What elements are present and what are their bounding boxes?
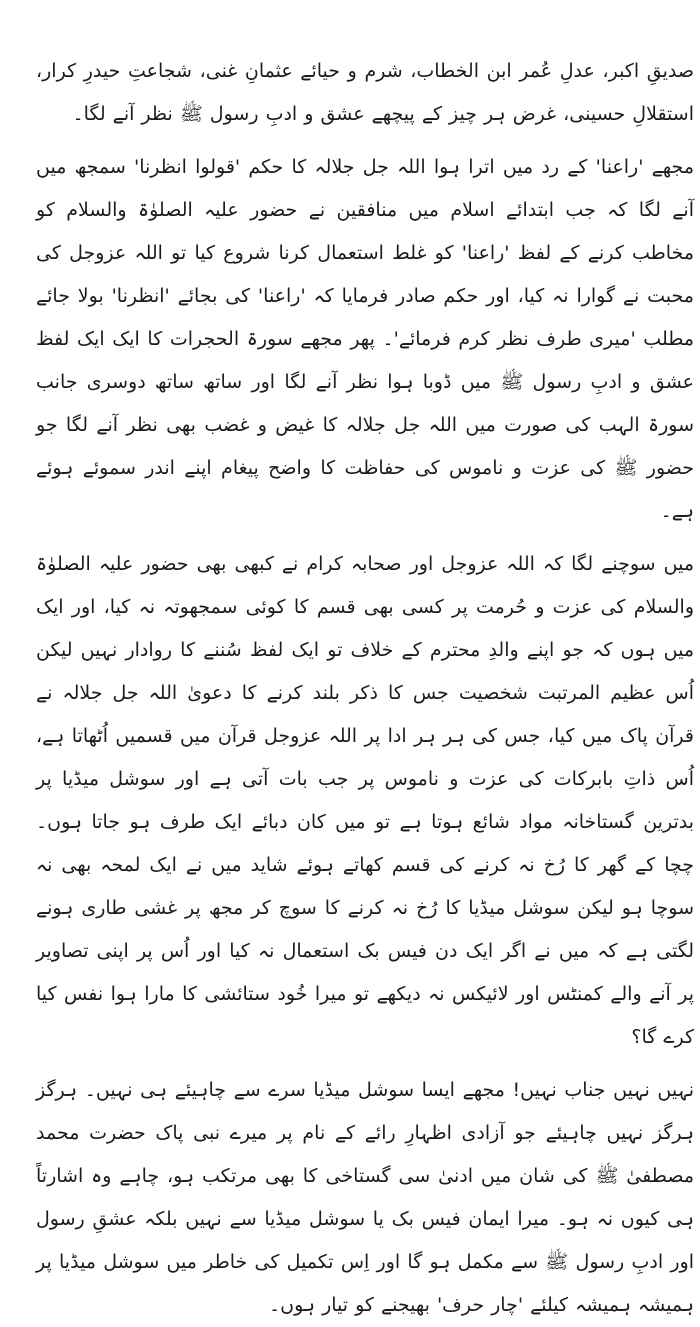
paragraph-2: مجھے 'راعنا' کے رد میں اترا ہوا اللہ جل جلالہ کا حکم 'قولوا انظرنا' سمجھ میں آنے لگا کہ جب ابتدائے اسلام میں منافقین نے حضور علیہ الصلوٰۃ والسلام کو مخاطب کرنے کے لفظ 'راعنا' کو غلط استعمال کرنا شروع کیا تو اللہ عزوجل کی محبت نے گوارا نہ کیا، اور حکم صادر فرمایا کہ 'راعنا' کی بجائے 'انظرنا' بولا جائے مطلب 'میری طرف نظر کرم فرمائے'۔ پھر مجھے سورۃ الحجرات کا ایک ایک لفظ عشق و ادبِ رسول ﷺ میں ڈوبا ہوا نظر آنے لگا اور ساتھ ساتھ دوسری جانب سورۃ الہب کی صورت میں اللہ جل جلالہ کا غیض و غضب بھی نظر آنے لگا جو حضور ﷺ کی عزت و ناموس کی حفاظت کا واضح پیغام اپنے اندر سموئے ہوئے ہے۔ <box>36 156 694 522</box>
paragraph-3: میں سوچنے لگا کہ اللہ عزوجل اور صحابہ کرام نے کبھی بھی حضور علیہ الصلوٰۃ والسلام کی عزت و حُرمت پر کسی بھی قسم کا کوئی سمجھوتہ نہ کیا، اور ایک میں ہوں کہ جو اپنے والدِ محترم کے خلاف تو ایک لفظ سُننے کا روادار نہیں لیکن اُس عظیم المرتبت شخصیت جس کا ذکر بلند کرنے کا دعویٰ اللہ جل جلالہ نے قرآن پاک میں کیا، جس کی ہر ہر ادا پر اللہ عزوجل قرآن میں قسمیں اُٹھاتا ہے، اُس ذاتِ بابرکات کی عزت و ناموس پر جب بات آتی ہے اور سوشل میڈیا پر بدترین گستاخانہ مواد شائع ہوتا ہے تو میں کان دبائے ایک طرف ہو جاتا ہوں۔ چچا کے گھر کا رُخ نہ کرنے کی قسم کھاتے ہوئے شاید میں نے ایک لمحہ بھی نہ سوچا ہو لیکن سوشل میڈیا کا رُخ نہ کرنے کا سوچ کر مجھ پر غشی طاری ہونے لگتی ہے کہ میں نے اگر ایک دن فیس بک استعمال نہ کیا اور اُس پر اپنی تصاویر پر آنے والے کمنٹس اور لائیکس نہ دیکھے تو میرا خُود ستائشی کا مارا ہوا نفس کیا کرے گا؟ <box>36 553 694 1048</box>
urdu-article-body <box>36 50 694 1327</box>
paragraph-4: نہیں نہیں جناب نہیں! مجھے ایسا سوشل میڈیا سرے سے چاہیئے ہی نہیں۔ ہرگز ہرگز نہیں چاہیئے جو آزادی اظہارِ رائے کے نام پر میرے نبی پاک حضرت محمد مصطفیٰ ﷺ کی شان میں ادنیٰ سی گستاخی کا بھی مرتکب ہو، چاہے وہ اشارتاً ہی کیوں نہ ہو۔ میرا ایمان فیس بک یا سوشل میڈیا سے نہیں بلکہ عشقِ رسول اور ادبِ رسول ﷺ سے مکمل ہو گا اور اِس تکمیل کی خاطر میں سوشل میڈیا پر ہمیشہ ہمیشہ کیلئے 'چار حرف' بھیجنے کو تیار ہوں۔ <box>36 1079 694 1316</box>
paragraph-1: صدیقِ اکبر، عدلِ عُمر ابن الخطاب، شرم و حیائے عثمانِ غنی، شجاعتِ حیدرِ کرار، استقلالِ حسینی، غرض ہر چیز کے پیچھے عشق و ادبِ رسول ﷺ نظر آنے لگا۔ <box>36 60 694 125</box>
